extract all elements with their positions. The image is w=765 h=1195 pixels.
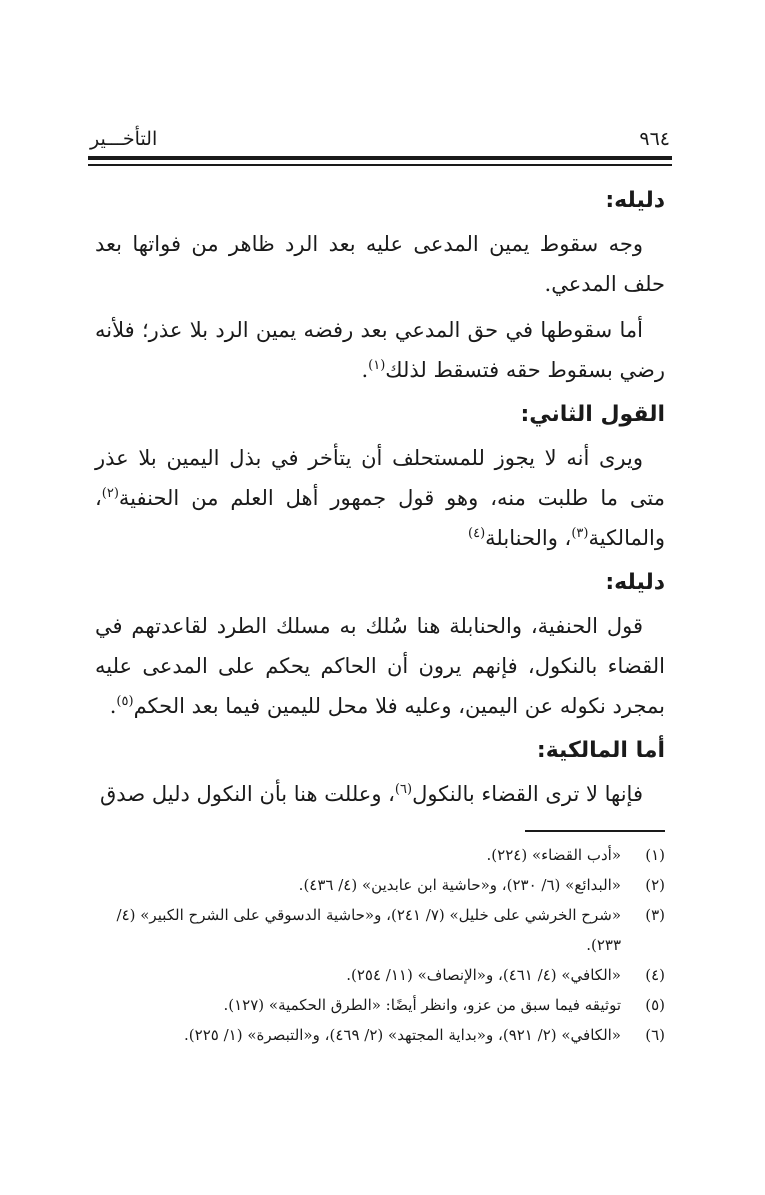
footnote-ref[interactable]: (١) [368, 358, 386, 373]
footnote-ref[interactable]: (٦) [394, 782, 413, 797]
paragraph: قول الحنفية، والحنابلة هنا سُلك به مسلك الطرد لقاعدتهم في القضاء بالنكول، فإنهم يرون أن الحاكم يحكم على المدعى عليه بمجرد نكوله عن اليمين، وعليه فلا محل لليمين فيما بعد الحكم$^{(٥)}$. [95, 614, 665, 718]
page-header [90, 128, 670, 150]
paragraph-text: ، والمالكية [95, 486, 665, 550]
footnote-item [95, 1020, 665, 1050]
page-number: ٩٦٤ [639, 128, 670, 150]
footnote-item [95, 990, 665, 1020]
footnote-ref[interactable]: (٥) [116, 694, 134, 709]
footnote-text: «الكافي» (٤/ ٤٦١)، و«الإنصاف» (١١/ ٢٥٤). [346, 966, 621, 984]
footnote-text: «شرح الخرشي على خليل» (٧/ ٢٤١)، و«حاشية الدسوقي على الشرح الكبير» (٤/ ٢٣٣). [116, 906, 621, 954]
footnote-item [95, 870, 665, 900]
footnotes [95, 840, 665, 1050]
header-rule-thick [88, 156, 672, 160]
footnote-item [95, 840, 665, 870]
paragraph [95, 438, 665, 558]
footnote-item [95, 960, 665, 990]
footnote-text: «أدب القضاء» (٢٢٤). [486, 846, 621, 864]
footnote-number: (٢) [645, 876, 665, 894]
paragraph [95, 774, 665, 814]
header-rule-thin [88, 164, 672, 166]
footnote-number: (٤) [645, 966, 665, 984]
paragraph-text: قول الحنفية، والحنابلة هنا سُلك به مسلك الطرد لقاعدتهم في القضاء بالنكول، فإنهم يرون أن الحاكم يحكم على المدعى عليه بمجرد نكوله عن اليمين، وعليه فلا محل لليمين فيما بعد الحكم [95, 614, 665, 718]
paragraph-text: ، وعللت هنا بأن النكول دليل صدق [100, 782, 395, 806]
section-heading: أما المالكية: [536, 738, 665, 763]
paragraph-text: ، والحنابلة [485, 526, 572, 550]
main-text [95, 176, 665, 820]
section-heading: القول الثاني: [520, 402, 665, 427]
footnote-number: (٥) [645, 996, 665, 1014]
footnote-number: (٣) [645, 906, 665, 924]
footnote-number: (١) [645, 846, 665, 864]
paragraph-text: ويرى أنه لا يجوز للمستحلف أن يتأخر في بذل اليمين بلا عذر متى ما طلبت منه، وهو قول جمهور أهل العلم من الحنفية [95, 446, 665, 510]
running-title: التأخـــير [90, 128, 158, 150]
footnote-number: (٦) [645, 1026, 665, 1044]
footnote-ref[interactable]: (٤) [468, 526, 486, 541]
paragraph-text: أما سقوطها في حق المدعي بعد رفضه يمين الرد بلا عذر؛ فلأنه رضي بسقوط حقه فتسقط لذلك [95, 318, 665, 382]
paragraph: أما سقوطها في حق المدعي بعد رفضه يمين الرد بلا عذر؛ فلأنه رضي بسقوط حقه فتسقط لذلك$^{(١)}$. [95, 318, 665, 382]
footnote-text: توثيقه فيما سبق من عزو، وانظر أيضًا: «الطرق الحكمية» (١٢٧). [223, 996, 621, 1014]
footnote-text: «البدائع» (٦/ ٢٣٠)، و«حاشية ابن عابدين» (٤/ ٤٣٦). [298, 876, 621, 894]
footnote-rule [525, 830, 665, 832]
footnote-item [95, 900, 665, 960]
section-heading: دليله: [605, 188, 665, 213]
paragraph: وجه سقوط يمين المدعى عليه بعد الرد ظاهر من فواتها بعد حلف المدعي. [95, 232, 665, 296]
section-heading: دليله: [605, 570, 665, 595]
footnote-ref[interactable]: (٢) [101, 486, 119, 501]
footnote-text: «الكافي» (٢/ ٩٢١)، و«بداية المجتهد» (٢/ ٤٦٩)، و«التبصرة» (١/ ٢٢٥). [184, 1026, 621, 1044]
footnote-ref[interactable]: (٣) [571, 526, 589, 541]
paragraph-text: فإنها لا ترى القضاء بالنكول [412, 782, 643, 806]
